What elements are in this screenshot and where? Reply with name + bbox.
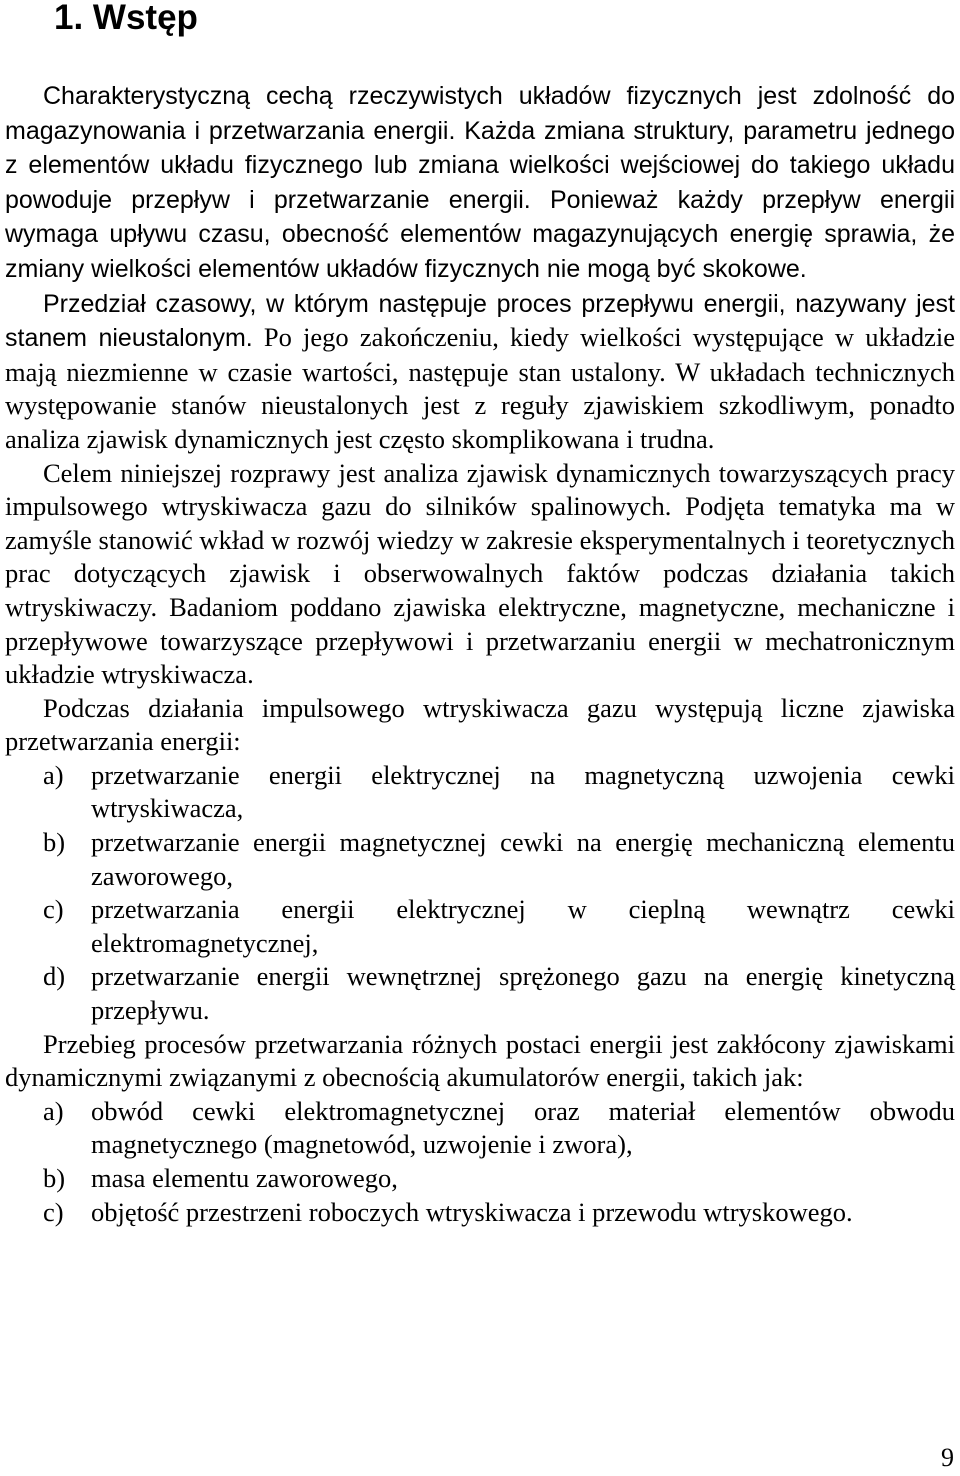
paragraph-transient-state [5,287,955,457]
list-marker: b) [43,1163,66,1193]
paragraph-aim: Celem niniejszej rozprawy jest analiza zjawisk dynamicznych towarzyszących pracy impulsowego wtryskiwacza gazu do silników spalinowych. Podjęta tematyka ma w zamyśle stanowić wkład w rozwój wiedzy w zakresie eksperymentalnych i teoretycznych prac dotyczących zjawisk i obserwowalnych faktów podczas działania takich wtryskiwaczy. Badaniom poddano zjawiska elektryczne, magnetyczne, mechaniczne i przepływowe towarzyszące przepływowi i przetwarzaniu energii w mechatronicznym układzie wtryskiwacza. [5,457,955,690]
list-item [5,1196,955,1230]
list-item [5,759,955,826]
page-number: 9 [941,1443,954,1472]
paragraph-intro-sentence-a: Charakterystyczną cechą rzeczywistych układów fizycznych jest zdolność do magazynowania i przetwarzania energii. Każda zmiana struktury, parametru jednego z elementów układu fizycznego lub zmiana wielkości wejściowej do takiego układu powoduje przepływ i przetwarzanie energii. [5,82,955,214]
list-item-text: przetwarzanie energii wewnętrznej sprężonego gazu na energię kinetyczną przepływu. [91,961,955,1026]
list-item [5,960,955,1027]
list-item-text: przetwarzanie energii elektrycznej na magnetyczną uzwojenia cewki wtryskiwacza, [91,759,955,824]
energy-accumulators-list [5,1095,955,1229]
paragraph-transient-sentence-c: W układach technicznych występowanie stanów nieustalonych jest z reguły zjawiskiem szkodliwym, ponadto analiza zjawisk dynamicznych jest często skomplikowana i trudna. [5,356,955,454]
list-marker: a) [43,759,64,790]
list-item-text: przetwarzania energii elektrycznej w cieplną wewnątrz cewki elektromagnetycznej, [91,894,955,958]
list-marker: c) [43,1196,64,1227]
body-text [5,79,955,1229]
paragraph-intro-sentence-b: Ponieważ każdy przepływ energii wymaga upływu czasu, obecność elementów magazynujących energię sprawia, że zmiany wielkości elementów układów fizycznych nie mogą być skokowe. [5,185,956,283]
paragraph-intro [5,79,955,287]
list-item-text: masa elementu zaworowego, [91,1163,398,1193]
list-marker: b) [43,827,66,858]
list-item [5,893,955,960]
list-marker: a) [43,1095,64,1126]
list-item [5,826,955,893]
list-item [5,1162,955,1196]
energy-conversion-list [5,759,955,1028]
list-item-text: przetwarzanie energii magnetycznej cewki na energię mechaniczną elementu zaworowego, [91,827,955,891]
paragraph-transient-sentence-a: Przedział czasowy, w którym następuje proces przepływu energii, nazywany jest stanem nieustalonym. [5,289,955,353]
paragraph-energy-conversion: Podczas działania impulsowego wtryskiwacza gazu występują liczne zjawiska przetwarzania energii: [5,692,955,757]
list-item [5,1095,955,1162]
paragraph-accumulators: Przebieg procesów przetwarzania różnych postaci energii jest zakłócony zjawiskami dynamicznymi związanymi z obecnością akumulatorów energii, takich jak: [5,1028,955,1093]
list-marker: d) [43,961,66,992]
paragraph-transient-sentence-b: Po jego zakończeniu, kiedy wielkości występujące w układzie mają niezmienne w czasie wartości, następuje stan ustalony. [5,322,955,387]
section-heading: 1. Wstęp [54,0,198,37]
list-item-text: objętość przestrzeni roboczych wtryskiwacza i przewodu wtryskowego. [91,1196,853,1227]
list-marker: c) [43,894,64,925]
list-item-text: obwód cewki elektromagnetycznej oraz materiał elementów obwodu magnetycznego (magnetowód, uzwojenie i zwora), [91,1095,955,1160]
